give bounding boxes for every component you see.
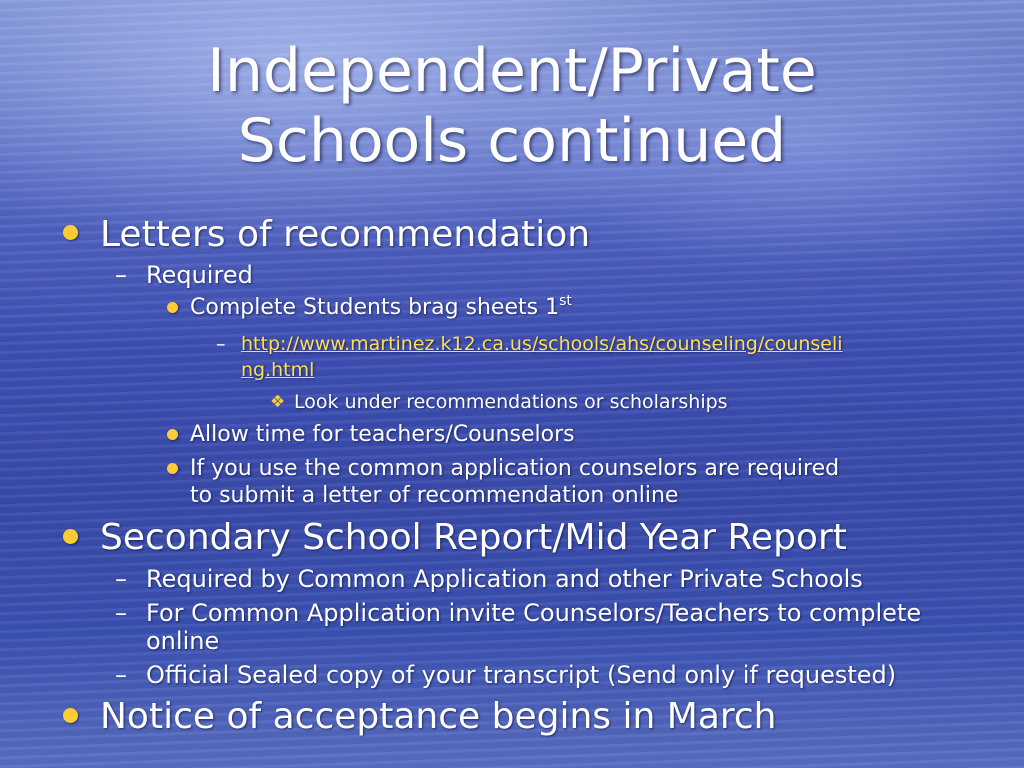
dash-icon: –: [115, 261, 127, 289]
bullet-dot-icon: [167, 463, 178, 474]
bullet-letters-of-recommendation: Letters of recommendation: [100, 214, 591, 255]
dash-icon: –: [115, 661, 127, 689]
invite-counselors-line-1: For Common Application invite Counselors/Teachers to complete: [146, 599, 922, 627]
bullet-dot-icon: [167, 302, 178, 313]
common-application-line-2: to submit a letter of recommendation online: [190, 483, 679, 508]
bullet-dot-icon: [63, 529, 78, 544]
brag-sheets-text: Complete Students brag sheets 1: [190, 295, 560, 320]
bullet-dot-icon: [63, 708, 78, 723]
counseling-link-line-2[interactable]: ng.html: [241, 359, 315, 381]
sub-bullet-required: Required: [146, 261, 253, 289]
bullet-look-under: Look under recommendations or scholarships: [294, 391, 728, 413]
dash-icon: –: [115, 599, 127, 627]
dash-icon: –: [115, 565, 127, 593]
common-application-line-1: If you use the common application counselors are required: [190, 456, 840, 481]
bullet-dot-icon: [167, 429, 178, 440]
dash-icon: –: [216, 333, 226, 355]
sub-bullet-official-transcript: Official Sealed copy of your transcript (Send only if requested): [146, 661, 897, 689]
title-line-2: Schools continued: [237, 106, 787, 176]
bullet-brag-sheets: [190, 294, 572, 321]
counseling-link[interactable]: [241, 331, 843, 383]
invite-counselors-line-2: online: [146, 627, 220, 655]
counseling-link-line-1[interactable]: http://www.martinez.k12.ca.us/schools/ahs/counseling/counseli: [241, 333, 843, 355]
bullet-common-application: [190, 455, 839, 509]
slide-title: [0, 36, 1024, 176]
bullet-dot-icon: [63, 225, 78, 240]
title-line-1: Independent/Private: [207, 36, 817, 106]
sub-bullet-required-by-common-app: Required by Common Application and other Private Schools: [146, 565, 863, 593]
bullet-secondary-school-report: Secondary School Report/Mid Year Report: [100, 517, 847, 558]
sub-bullet-invite-counselors: [146, 599, 921, 655]
bullet-notice-of-acceptance: Notice of acceptance begins in March: [100, 696, 777, 737]
four-diamond-icon: ❖: [270, 392, 286, 412]
brag-sheets-superscript: st: [559, 293, 572, 309]
bullet-allow-time: Allow time for teachers/Counselors: [190, 422, 575, 447]
